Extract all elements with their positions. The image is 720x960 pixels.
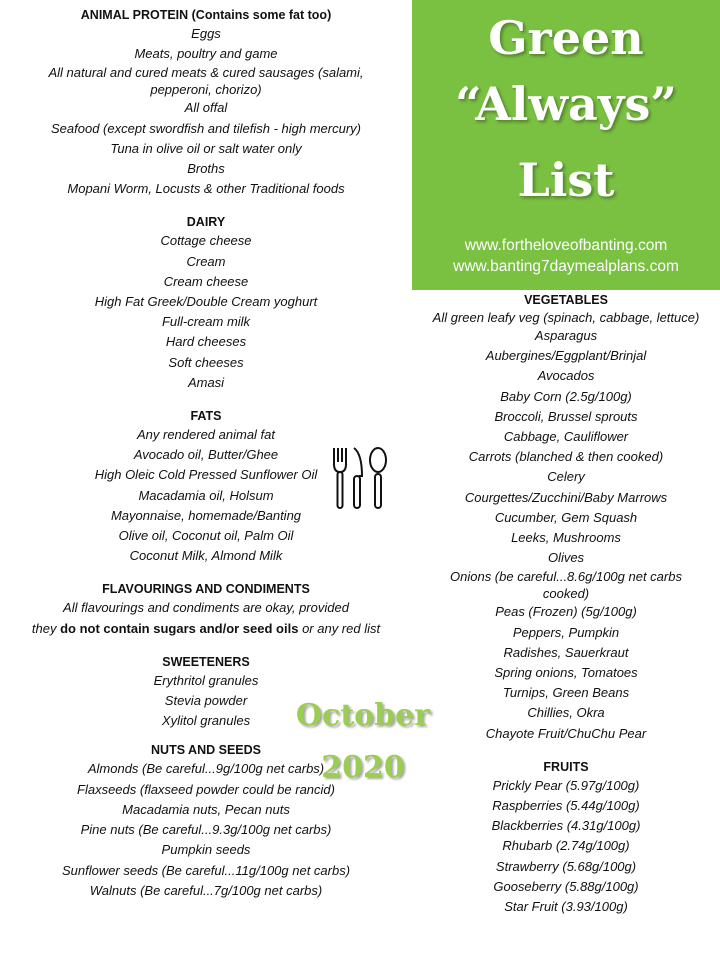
list-item: Leeks, Mushrooms bbox=[511, 530, 621, 546]
list-item: Raspberries (5.44g/100g) bbox=[492, 798, 640, 814]
website-url-1[interactable]: www.fortheloveofbanting.com bbox=[464, 237, 668, 254]
list-item: Cabbage, Cauliflower bbox=[503, 429, 629, 445]
list-item: Full-cream milk bbox=[161, 314, 251, 330]
date-year: 2020 bbox=[321, 750, 405, 785]
vegetables-title: VEGETABLES bbox=[524, 293, 608, 307]
list-item: Coconut Milk, Almond Milk bbox=[129, 548, 283, 564]
list-item: Cream cheese bbox=[163, 273, 249, 289]
list-item: Mayonnaise, homemade/Banting bbox=[110, 507, 302, 523]
list-item: Rhubarb (2.74g/100g) bbox=[502, 838, 630, 854]
list-item: Prickly Pear (5.97g/100g) bbox=[492, 777, 640, 793]
list-item: Peppers, Pumpkin bbox=[512, 624, 620, 640]
animal-protein-title: ANIMAL PROTEIN (Contains some fat too) bbox=[80, 8, 332, 22]
list-item: Amasi bbox=[187, 374, 225, 390]
flavourings-title: FLAVOURINGS AND CONDIMENTS bbox=[102, 582, 310, 597]
list-item: Turnips, Green Beans bbox=[502, 685, 630, 701]
list-item: Almonds (Be careful...9g/100g net carbs) bbox=[87, 761, 325, 777]
list-item: Aubergines/Eggplant/Brinjal bbox=[485, 348, 647, 364]
list-item: All offal bbox=[184, 100, 228, 116]
date-month: October bbox=[295, 698, 431, 733]
list-item: Macadamia oil, Holsum bbox=[138, 487, 274, 503]
list-item: Seafood (except swordfish and tilefish - high mercury) bbox=[51, 120, 361, 136]
nuts-seeds-title: NUTS AND SEEDS bbox=[151, 743, 261, 758]
title-banner bbox=[412, 0, 720, 290]
list-item: Macadamia nuts, Pecan nuts bbox=[122, 801, 290, 817]
list-item: Asparagus bbox=[534, 328, 598, 343]
list-item: Olives bbox=[547, 550, 585, 566]
list-item: Spring onions, Tomatoes bbox=[494, 665, 638, 681]
list-item: All green leafy veg (spinach, cabbage, lettuce) bbox=[432, 310, 700, 325]
right-column bbox=[412, 291, 720, 917]
list-item: Broccoli, Brussel sprouts bbox=[494, 408, 638, 424]
banner-title-line-1: Green bbox=[488, 11, 644, 65]
list-item: All natural and cured meats & cured sausages (salami, pepperoni, chorizo) bbox=[48, 65, 364, 98]
list-item: Xylitol granules bbox=[161, 713, 251, 729]
dairy-title: DAIRY bbox=[186, 215, 226, 230]
fats-title: FATS bbox=[190, 409, 222, 424]
list-item: Meats, poultry and game bbox=[134, 46, 278, 62]
list-item: Eggs bbox=[191, 26, 221, 41]
list-item: Flaxseeds (flaxseed powder could be rancid) bbox=[77, 781, 335, 797]
list-item: Cottage cheese bbox=[160, 233, 252, 249]
list-item: Avocado oil, Butter/Ghee bbox=[133, 447, 279, 463]
flavourings-line-1: All flavourings and condiments are okay, provided bbox=[63, 600, 349, 616]
cutlery-icon bbox=[328, 444, 392, 514]
list-item: Carrots (blanched & then cooked) bbox=[468, 449, 664, 465]
website-url-2[interactable]: www.banting7daymealplans.com bbox=[453, 258, 679, 275]
list-item: Chayote Fruit/ChuChu Pear bbox=[485, 725, 647, 741]
flavourings-line-2-bold: do not contain sugars and/or seed oils bbox=[60, 620, 299, 636]
fruits-title: FRUITS bbox=[543, 759, 589, 774]
sweeteners-title: SWEETENERS bbox=[162, 654, 250, 669]
list-item: Olive oil, Coconut oil, Palm Oil bbox=[118, 528, 294, 544]
banner-title-line-2: “Always” bbox=[455, 77, 677, 131]
list-item: Courgettes/Zucchini/Baby Marrows bbox=[464, 489, 668, 505]
list-item: Cucumber, Gem Squash bbox=[494, 509, 638, 525]
list-item: High Oleic Cold Pressed Sunflower Oil bbox=[94, 467, 318, 483]
list-item: Any rendered animal fat bbox=[136, 427, 276, 443]
banner-title-line-3: List bbox=[517, 153, 615, 207]
list-item: Baby Corn (2.5g/100g) bbox=[500, 388, 632, 404]
flavourings-line-2 bbox=[0, 619, 412, 639]
flavourings-line-2-c: or any red list bbox=[298, 620, 381, 636]
list-item: Cream bbox=[186, 253, 226, 269]
list-item: Chillies, Okra bbox=[527, 705, 605, 721]
list-item: Sunflower seeds (Be careful...11g/100g net carbs) bbox=[61, 862, 351, 878]
list-item: Pine nuts (Be careful...9.3g/100g net carbs) bbox=[80, 822, 332, 838]
list-item: Soft cheeses bbox=[168, 354, 244, 370]
list-item: Radishes, Sauerkraut bbox=[503, 644, 629, 660]
list-item: Onions (be careful...8.6g/100g net carbs cooked) bbox=[450, 569, 682, 602]
list-item: Gooseberry (5.88g/100g) bbox=[493, 878, 639, 894]
list-item: Broths bbox=[187, 161, 225, 177]
list-item: Blackberries (4.31g/100g) bbox=[491, 818, 641, 834]
list-item: Hard cheeses bbox=[165, 334, 247, 350]
list-item: Star Fruit (3.93/100g) bbox=[504, 899, 628, 915]
list-item: Stevia powder bbox=[164, 693, 248, 709]
list-item: Strawberry (5.68g/100g) bbox=[495, 858, 637, 874]
list-item: Mopani Worm, Locusts & other Traditional foods bbox=[67, 181, 345, 197]
list-item: Tuna in olive oil or salt water only bbox=[110, 140, 302, 156]
list-item: Erythritol granules bbox=[153, 672, 259, 688]
list-item: High Fat Greek/Double Cream yoghurt bbox=[94, 294, 318, 310]
list-item: Walnuts (Be careful...7g/100g net carbs) bbox=[89, 882, 323, 898]
list-item: Celery bbox=[547, 469, 585, 485]
list-item: Avocados bbox=[537, 368, 595, 384]
flavourings-line-2-a: they bbox=[31, 620, 61, 636]
list-item: Peas (Frozen) (5g/100g) bbox=[495, 604, 637, 620]
list-item: Pumpkin seeds bbox=[161, 842, 251, 858]
